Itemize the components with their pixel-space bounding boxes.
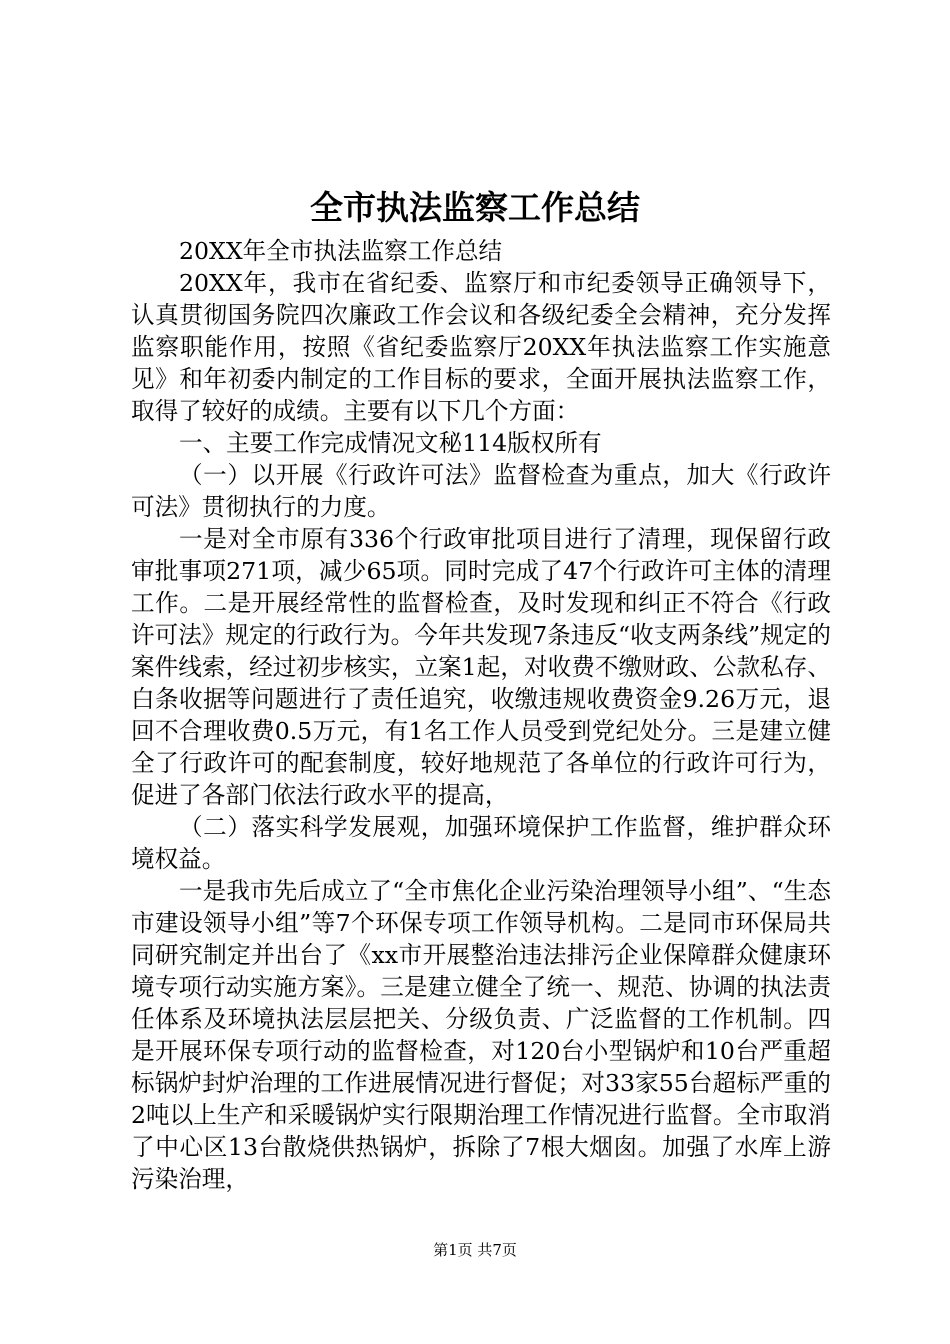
paragraph-body-2: 一是我市先后成立了“全市焦化企业污染治理领导小组”、“生态市建设领导小组”等7个环保专项工作领导机构。二是同市环保局共同研究制定并出台了《xx市开展整治违法排污企业保障群众健康环境专项行动实施方案》。三是建立健全了统一、规范、协调的执法责任体系及环境执法层层把关、分级负责、广泛监督的工作机制。四是开展环保专项行动的监督检查，对120台小型锅炉和10台严重超标锅炉封炉治理的工作进展情况进行督促；对33家55台超标严重的2吨以上生产和采暖锅炉实行限期治理工作情况进行监督。全市取消了中心区13台散烧供热锅炉，拆除了7根大烟囱。加强了水库上游污染治理， [131,877,831,1193]
page-number: 第1页 共7页 [433,1241,517,1259]
subsection-heading-1: （一）以开展《行政许可法》监督检查为重点，加大《行政许可法》贯彻执行的力度。 [131,461,831,521]
document-title: 全市执法监察工作总结 [310,188,640,227]
document-body [131,235,831,1195]
paragraph-subtitle: 20XX年全市执法监察工作总结 [179,237,503,265]
paragraph-intro: 20XX年，我市在省纪委、监察厅和市纪委领导正确领导下，认真贯彻国务院四次廉政工作会议和各级纪委全会精神，充分发挥监察职能作用，按照《省纪委监察厅20XX年执法监察工作实施意见》和年初委内制定的工作目标的要求，全面开展执法监察工作，取得了较好的成绩。主要有以下几个方面： [131,269,831,425]
subsection-heading-2: （二）落实科学发展观，加强环境保护工作监督，维护群众环境权益。 [131,813,831,873]
paragraph-body-1: 一是对全市原有336个行政审批项目进行了清理，现保留行政审批事项271项，减少65项。同时完成了47个行政许可主体的清理工作。二是开展经常性的监督检查，及时发现和纠正不符合《行政许可法》规定的行政行为。今年共发现7条违反“收支两条线”规定的案件线索，经过初步核实，立案1起，对收费不缴财政、公款私存、白条收据等问题进行了责任追究，收缴违规收费资金9.26万元，退回不合理收费0.5万元，有1名工作人员受到党纪处分。三是建立健全了行政许可的配套制度，较好地规范了各单位的行政许可行为，促进了各部门依法行政水平的提高， [131,525,831,809]
section-heading-1: 一、主要工作完成情况文秘114版权所有 [179,429,602,457]
